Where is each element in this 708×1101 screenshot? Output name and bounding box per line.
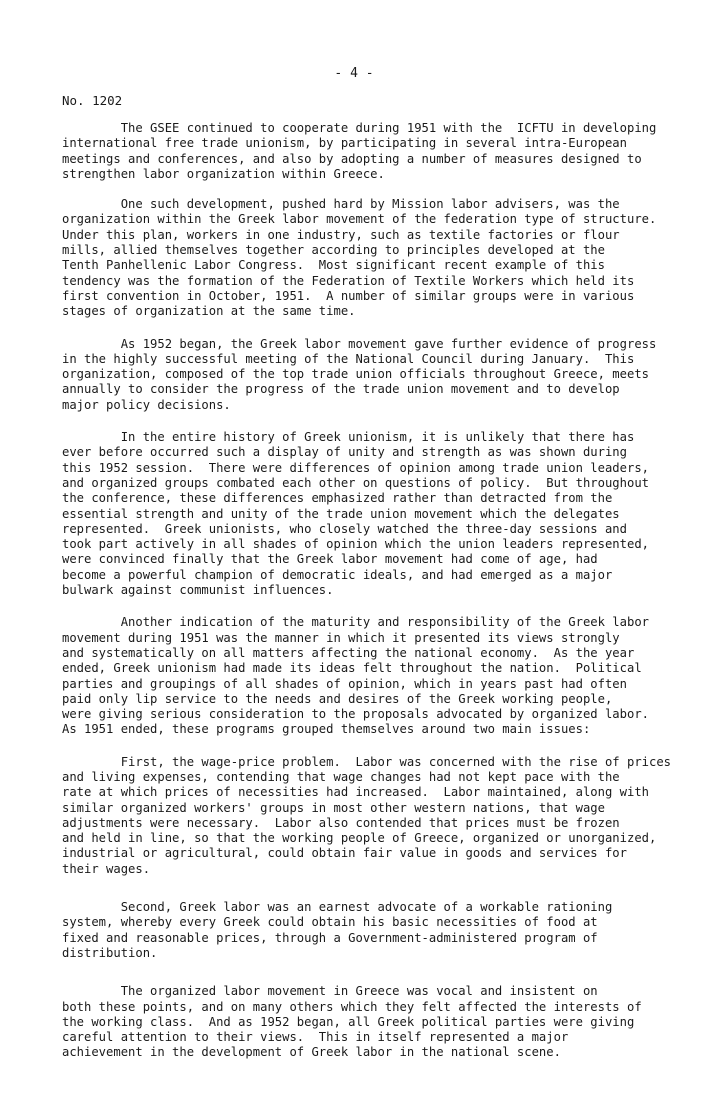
paragraph-wage-price: First, the wage-price problem. Labor was concerned with the rise of prices and living expenses, contending that wage changes had not kept pace with the rate at which prices of necessities had increased. Labor maintained, along with similar organized workers' groups in most other western nations, that wage adjustments were necessary. Labor also contended that prices must be frozen and held in line, so that the working people of Greece, organized or unorganized, industrial or agricultural, could obtain fair value in goods and services for their wages.: [62, 754, 672, 876]
page-number: - 4 -: [334, 66, 374, 81]
paragraph-national-council: As 1952 began, the Greek labor movement gave further evidence of progress in the highly successful meeting of the National Council during January. This organization, composed of the top trade union officials throughout Greece, meets annually to consider the progress of the trade union movement and to develop major policy decisions.: [62, 336, 657, 412]
paragraph-rationing: Second, Greek labor was an earnest advocate of a workable rationing system, whereby every Greek could obtain his basic necessities of food at fixed and reasonable prices, through a Government-administered program of distribution.: [62, 900, 613, 960]
body-text: [62, 121, 682, 1061]
paragraph-maturity-responsibility: Another indication of the maturity and responsibility of the Greek labor movement during 1951 was the manner in which it presented its views strongly and systematically on all matters affecting the national economy. As the year ended, Greek unionism had made its ideas felt throughout the nation. Political parties and groupings of all shades of opinion, which in years past had often paid only lip service to the needs and desires of the Greek working people, were giving serious consideration to the proposals advocated by organized labor. As 1951 ended, these programs grouped themselves around two main issues:: [62, 615, 649, 737]
document-number: No. 1202: [62, 93, 123, 108]
paragraph-organized-labor: The organized labor movement in Greece was vocal and insistent on both these points, and on many others which they felt affected the interests of the working class. And as 1952 began, all Greek political parties were giving careful attention to their views. This in itself represented a major achievement in the development of Greek labor in the national scene.: [62, 984, 642, 1060]
paragraph-unity-strength: In the entire history of Greek unionism, it is unlikely that there has ever before occurred such a display of unity and strength as was shown during this 1952 session. There were differences of opinion among trade union leaders, and organized groups combated each other on questions of policy. But throughout the conference, these differences emphasized rather than detracted from the essential strength and unity of the trade union movement which the delegates represented. Greek unionists, who closely watched the three-day sessions and took part actively in all shades of opinion which the union leaders represented, were convinced finally that the Greek labor movement had come of age, had become a powerful champion of democratic ideals, and had emerged as a major bulwark against communist influences.: [62, 430, 649, 598]
paragraph-gsee-icftu: The GSEE continued to cooperate during 1951 with the ICFTU in developing international free trade unionism, by participating in several intra-European meetings and conferences, and also by adopting a number of measures designed to strengthen labor organization within Greece.: [62, 121, 657, 181]
paragraph-federation-structure: One such development, pushed hard by Mission labor advisers, was the organization within the Greek labor movement of the federation type of structure. Under this plan, workers in one industry, such as textile factories or flour mills, allied themselves together according to principles developed at the Tenth Panhellenic Labor Congress. Most significant recent example of this tendency was the formation of the Federation of Textile Workers which held its first convention in October, 1951. A number of similar groups were in various stages of organization at the same time.: [62, 197, 657, 319]
